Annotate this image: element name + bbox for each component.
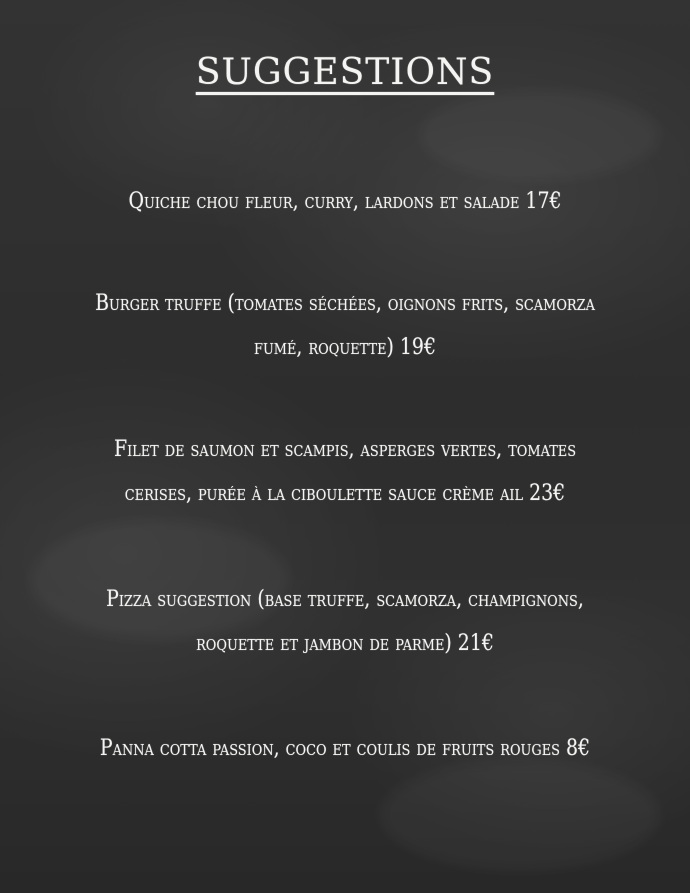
menu-title: SUGGESTIONS [195,52,495,93]
menu-item-burger: Burger truffe (tomates séchées, oignons frits, scamorza fumé, roquette) 19€ [95,291,595,360]
menu-item-panna-cotta: Panna cotta passion, coco et coulis de fruits rouges 8€ [99,736,591,761]
menu-item-pizza: Pizza suggestion (base truffe, scamorza, champignons, roquette et jambon de parme) 21€ [106,587,584,656]
menu-item-saumon: Filet de saumon et scampis, asperges vertes, tomates cerises, purée à la ciboulette sauce crème ail 23€ [113,437,577,506]
chalk-smudge [420,90,660,180]
chalk-smudge [380,760,660,870]
menu-item-quiche: Quiche chou fleur, curry, lardons et salade 17€ [128,189,562,214]
